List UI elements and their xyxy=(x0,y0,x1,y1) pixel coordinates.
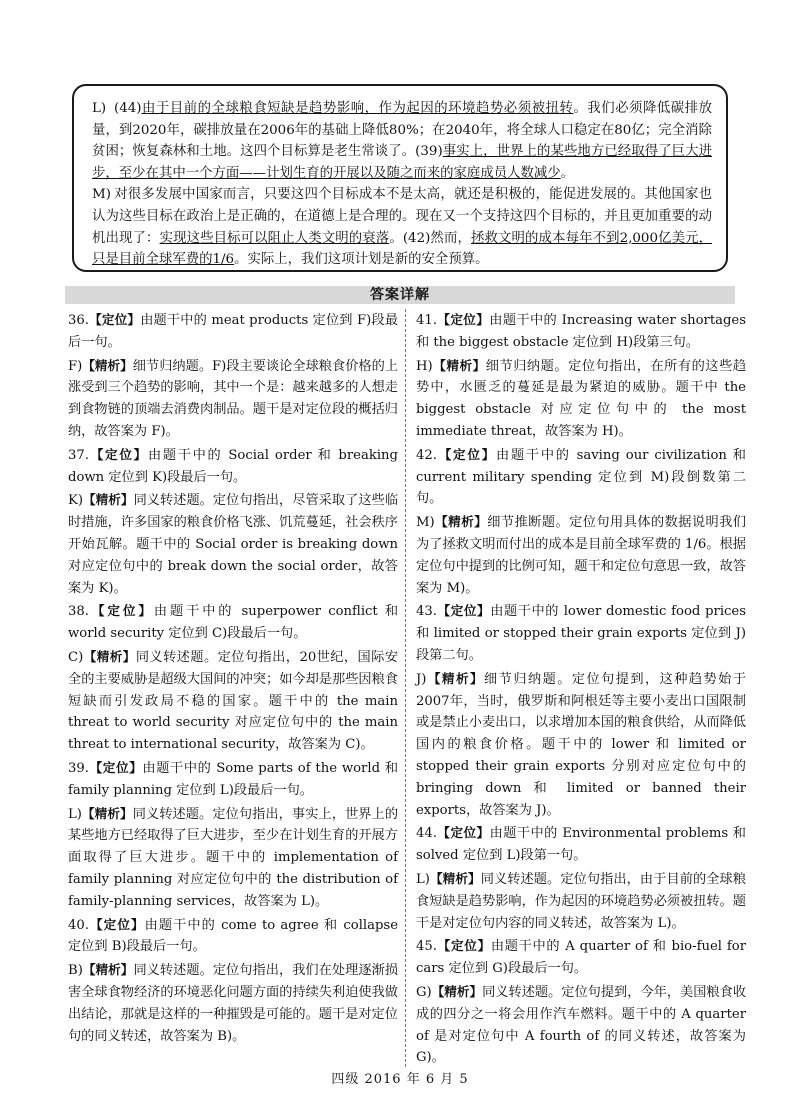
entry-tag: 【定位】 xyxy=(436,938,491,954)
paragraph-text: 。 xyxy=(560,165,575,181)
entry-tag: 【定位】 xyxy=(436,603,491,619)
entry-number: J) xyxy=(416,671,427,687)
entry-text: 由题干中的 saving our civilization 和 current military spending 定位到 M)段倒数第二句。 xyxy=(416,447,746,507)
entry-text: 由题干中的 Environmental problems 和 solved 定位到 L)段第一句。 xyxy=(416,826,746,864)
answer-entry xyxy=(68,444,398,489)
answer-entry xyxy=(68,355,398,443)
entry-number: F) xyxy=(68,358,83,374)
underlined-sentence: 实现这些目标可以阻止人类文明的衰落 xyxy=(159,230,390,246)
entry-number: H) xyxy=(416,358,433,374)
page-footer: 四级 2016 年 6 月 5 xyxy=(331,1072,469,1087)
entry-text: 细节归纳题。定位句指出，在所有的这些趋势中，水匮乏的蔓延是最为紧迫的威胁。题干中 the biggest obstacle 对应定位句中的 the most immediate threat，故答案为 H)。 xyxy=(416,358,747,439)
answer-entry xyxy=(416,511,746,599)
paragraph-label: L) xyxy=(92,101,107,116)
entry-number: 39. xyxy=(68,760,89,776)
entry-number: L) xyxy=(416,871,430,887)
entry-tag: 【精析】 xyxy=(426,670,485,686)
answer-entry xyxy=(416,444,746,510)
entry-text: 同义转述题。定位句指出，事实上，世界上的某些地方已经取得了巨大进步，至少在计划生育的开展方面取得了巨大进步。题干中的 implementation of family planning 对应定位句中的 the distribution of family-planning services，故答案为 L)。 xyxy=(68,806,399,909)
entry-text: 细节归纳题。F)段主要谈论全球粮食价格的上涨受到三个趋势的影响，其中一个是：越来越多的人想走到食物链的顶端去消费肉制品。题干是对定位段的概括归纳，故答案为 F)。 xyxy=(68,358,399,439)
answer-column-left xyxy=(68,309,398,1048)
entry-tag: 【定位】 xyxy=(436,825,490,841)
entry-number: L) xyxy=(68,806,82,822)
entry-text: 由题干中的 Social order 和 breaking down 定位到 K)段最后一句。 xyxy=(68,447,398,485)
column-divider xyxy=(405,309,406,1067)
answer-entry xyxy=(68,600,398,645)
entry-text: 由题干中的 Some parts of the world 和 family planning 定位到 L)段最后一句。 xyxy=(68,760,398,798)
answer-entry xyxy=(416,868,746,934)
entry-number: B) xyxy=(68,963,83,979)
answer-entry xyxy=(416,309,746,354)
entry-number: 42. xyxy=(416,447,437,463)
entry-tag: 【精析】 xyxy=(82,357,133,373)
entry-text: 细节推断题。定位句用具体的数据说明我们为了拯救文明而付出的成本是目前全球军费的 1/6。根据定位句中提到的比例可知，题干和定位句意思一致，故答案为 M)。 xyxy=(416,515,747,596)
paragraph-label: M) xyxy=(92,187,111,203)
entry-number: 41. xyxy=(416,313,437,328)
entry-number: M) xyxy=(416,515,435,531)
entry-text: 由题干中的 come to agree 和 collapse 定位到 B)段最后一句。 xyxy=(68,917,399,955)
answer-entry xyxy=(68,914,398,959)
entry-text: 由题干中的 superpower conflict 和 world security 定位到 C)段最后一句。 xyxy=(68,604,399,642)
entry-tag: 【精析】 xyxy=(429,870,481,886)
entry-number: 36. xyxy=(68,313,89,328)
paragraph-l xyxy=(92,98,712,184)
entry-number: 37. xyxy=(68,447,89,463)
answer-entry xyxy=(68,757,398,802)
answer-column-right xyxy=(416,309,746,1070)
entry-text: 同义转述题。定位句指出，由于目前的全球粮食短缺是趋势影响，作为起因的环境趋势必须被扭转。题干是对定位句内容的同义转述，故答案为 L)。 xyxy=(416,871,747,931)
paragraph-m xyxy=(92,184,712,270)
entry-number: C) xyxy=(68,649,84,665)
entry-tag: 【定位】 xyxy=(88,603,154,619)
entry-number: 44. xyxy=(416,826,437,842)
answer-entry xyxy=(68,646,398,756)
answer-entry xyxy=(68,959,398,1047)
entry-text: 由题干中的 A quarter of 和 bio-fuel for cars 定位到 G)段最后一句。 xyxy=(416,939,746,977)
underlined-sentence: 拯救文明的成本每年不到2,000亿美元，只是目前全球军费的1/6 xyxy=(92,230,713,268)
paragraph-text: 。实际上，我们这项计划是新的安全预算。 xyxy=(234,252,489,268)
answer-entry xyxy=(68,489,398,599)
entry-tag: 【定位】 xyxy=(88,312,141,327)
answer-entry xyxy=(416,355,746,443)
entry-text: 同义转述题。定位句指出，20世纪，国际安全的主要威胁是超级大国间的冲突；如今却是那些因粮食短缺而引发政局不稳的国家。题干中的 the main threat to world security 对应定位句中的 the main threat to international security，故答案为 C)。 xyxy=(68,649,399,753)
entry-text: 由题干中的 lower domestic food prices 和 limited or stopped their grain exports 定位到 J)段第二句。 xyxy=(416,604,747,663)
question-marker: (44) xyxy=(114,101,142,116)
entry-tag: 【精析】 xyxy=(83,648,136,664)
underlined-sentence: 由于目前的全球粮食短缺是趋势影响，作为起因的环境趋势必须被扭转 xyxy=(141,101,574,116)
entry-text: 同义转述题。定位句指出，我们在处理逐渐损害全球食物经济的环境恶化问题方面的持续失利迫使我做出结论，那就是这样的一种摧毁是可能的。题干是对定位句的同义转述，故答案为 B)。 xyxy=(68,963,399,1044)
entry-tag: 【精析】 xyxy=(432,357,486,373)
entry-number: 38. xyxy=(68,604,89,620)
paragraph-text: 。我们必须降低碳排放量，到2020年，碳排放量在2006年的基础上降低80%；在2040年，将全球人口稳定在80亿；完全消除贫困；恢复森林和土地。这四个目标算是老生常谈了。(39) xyxy=(92,101,713,160)
entry-number: 43. xyxy=(416,604,437,620)
answer-entry xyxy=(416,668,746,822)
section-title: 答案详解 xyxy=(65,286,735,304)
entry-tag: 【定位】 xyxy=(88,446,148,462)
paragraph-text: 对很多发展中国家而言，只要这四个目标成本不是太高，就还是积极的，能促进发展的。其他国家也认为这些目标在政治上是正确的，在道德上是合理的。现在又一个支持这四个目标的，并且更加重要的动机出现了： xyxy=(92,187,712,246)
entry-number: K) xyxy=(68,493,83,509)
underlined-sentence: 事实上，世界上的某些地方已经取得了巨大进步，至少在其中一个方面——计划生育的开展以及随之而来的家庭成员人数减少 xyxy=(92,144,712,181)
paragraph-text: 。(42)然而， xyxy=(389,230,471,246)
entry-number: G) xyxy=(416,984,432,1000)
entry-tag: 【定位】 xyxy=(436,312,490,327)
answer-entry xyxy=(416,981,746,1069)
entry-tag: 【精析】 xyxy=(81,805,133,821)
answer-entry xyxy=(416,822,746,867)
answer-entry xyxy=(416,600,746,666)
entry-tag: 【精析】 xyxy=(82,962,134,978)
answer-entry xyxy=(68,803,398,913)
answer-entry xyxy=(416,935,746,980)
entry-text: 同义转述题。定位句指出，尽管采取了这些临时措施，许多国家的粮食价格飞涨、饥荒蔓延，社会秩序开始瓦解。题干中的 Social order is breaking down 对应定位句中的 break down the social order，故答案为 K)。 xyxy=(68,493,399,596)
entry-text: 由题干中的 meat products 定位到 F)段最后一句。 xyxy=(68,313,399,350)
entry-tag: 【精析】 xyxy=(434,514,488,530)
entry-text: 细节归纳题。定位句提到，这种趋势始于2007年，当时，俄罗斯和阿根廷等主要小麦出口国限制或是禁止小麦出口，以求增加本国的粮食供给，从而降低国内的粮食价格。题干中的 lower 和 limited or stopped their grain exports 分别对应定位句中的 bringing down 和 limited or banned their exports，故答案为 J)。 xyxy=(416,671,747,818)
entry-tag: 【定位】 xyxy=(88,916,145,932)
entry-number: 40. xyxy=(68,917,89,933)
entry-tag: 【精析】 xyxy=(83,492,134,508)
passage-excerpt-box xyxy=(72,84,728,272)
entry-tag: 【定位】 xyxy=(88,759,143,775)
entry-tag: 【定位】 xyxy=(436,446,497,462)
answer-entry xyxy=(68,309,398,354)
entry-tag: 【精析】 xyxy=(431,983,483,999)
entry-number: 45. xyxy=(416,939,437,955)
entry-text: 同义转述题。定位句提到，今年，美国粮食收成的四分之一将会用作汽车燃料。题干中的 A quarter of 是对定位句中 A fourth of 的同义转述，故答案为 G)。 xyxy=(416,984,747,1066)
entry-text: 由题干中的 Increasing water shortages 和 the biggest obstacle 定位到 H)段第三句。 xyxy=(416,313,746,350)
